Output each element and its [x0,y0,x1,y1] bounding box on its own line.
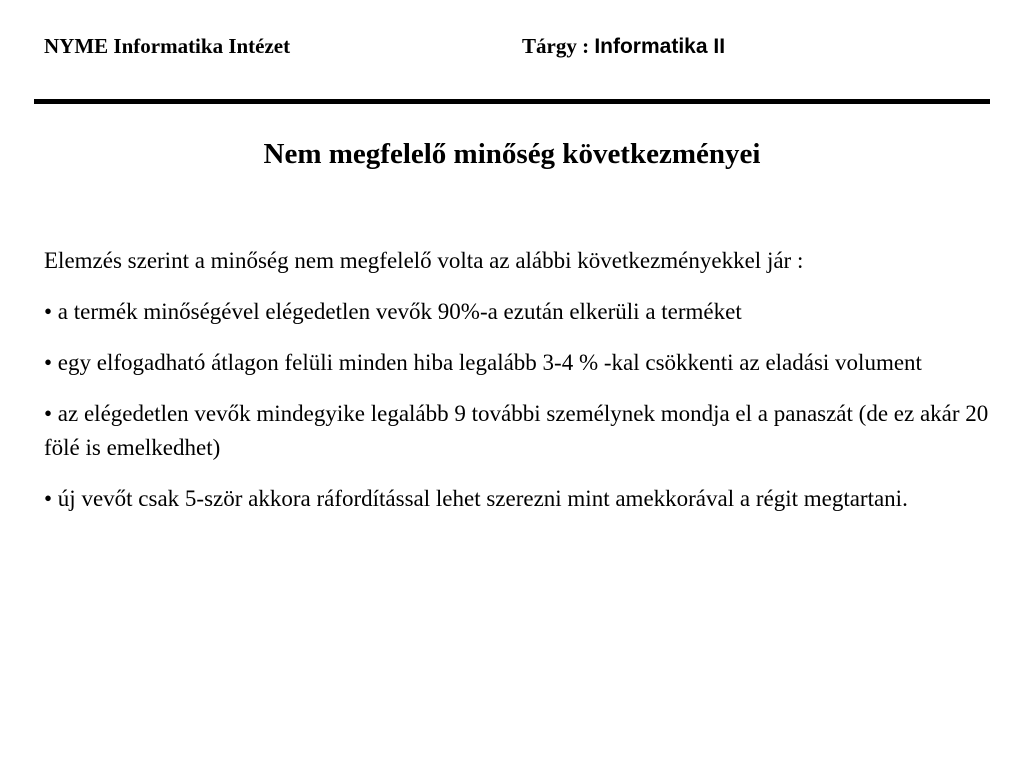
slide-title: Nem megfelelő minőség következményei [263,138,761,170]
header-divider [34,99,990,104]
subject-value: Informatika II [594,35,726,58]
bullet-item: • új vevőt csak 5-ször akkora ráfordítással lehet szerezni mint amekkorával a régit megtartani. [44,486,908,511]
bullet-item: • egy elfogadható átlagon felüli minden hiba legalább 3-4 % -kal csökkenti az eladási volument [44,350,922,375]
subject-label: Tárgy : [522,34,590,58]
slide-body [44,244,994,533]
header-subject [522,34,725,59]
intro-text: Elemzés szerint a minőség nem megfelelő volta az alábbi következményekkel jár : [44,248,804,273]
bullet-item: • a termék minőségével elégedetlen vevők 90%-a ezután elkerüli a terméket [44,299,742,324]
header-institute: NYME Informatika Intézet [44,34,291,58]
bullet-item: • az elégedetlen vevők mindegyike legalább 9 további személynek mondja el a panaszát (de ez akár 20 fölé is emelkedhet) [44,401,989,460]
